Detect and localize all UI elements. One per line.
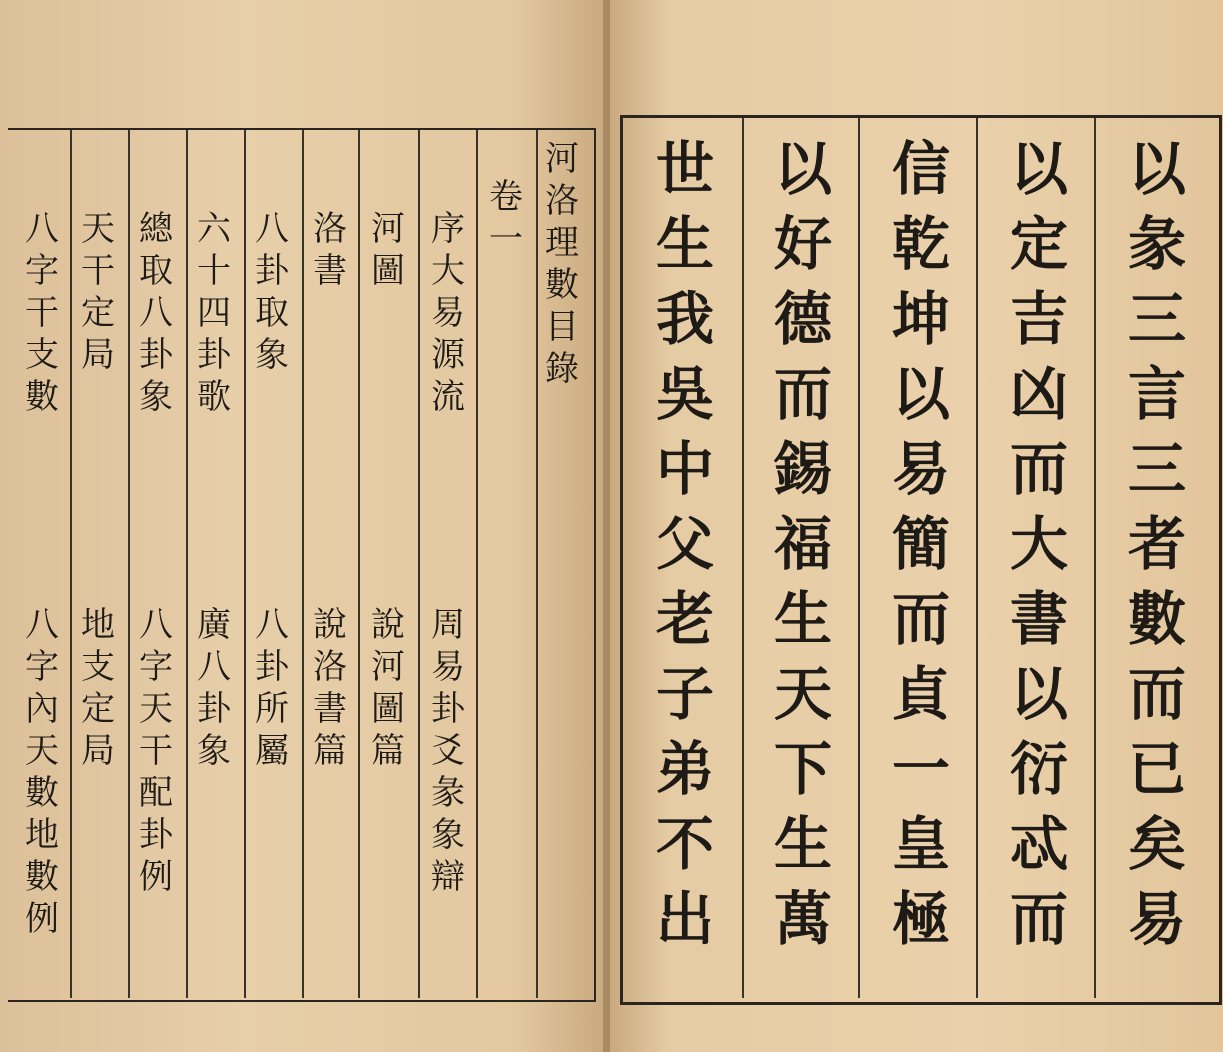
glyph: 出 <box>655 885 714 953</box>
glyph: 而 <box>1009 435 1068 503</box>
glyph: 總 <box>139 209 173 249</box>
column-rule <box>476 130 478 998</box>
glyph: 流 <box>431 377 465 417</box>
glyph: 卷 <box>489 177 523 217</box>
glyph: 數 <box>25 773 59 813</box>
glyph: 坤 <box>891 285 950 353</box>
glyph: 書 <box>1009 585 1068 653</box>
glyph: 書 <box>313 689 347 729</box>
glyph: 卦 <box>255 251 289 291</box>
glyph: 皇 <box>891 810 950 878</box>
glyph: 而 <box>773 360 832 428</box>
glyph: 錄 <box>545 349 579 389</box>
glyph: 一 <box>489 219 523 259</box>
glyph: 數 <box>1127 585 1186 653</box>
glyph: 福 <box>773 510 832 578</box>
left-page <box>0 0 606 1052</box>
glyph: 三 <box>1127 435 1186 503</box>
toc-entry <box>368 209 408 296</box>
glyph: 天 <box>139 689 173 729</box>
glyph: 象 <box>139 377 173 417</box>
glyph: 父 <box>655 510 714 578</box>
glyph: 源 <box>431 335 465 375</box>
column-rule <box>1094 118 1096 998</box>
toc-entry <box>194 209 234 422</box>
toc-entry <box>22 605 62 944</box>
glyph: 周 <box>431 605 465 645</box>
glyph: 生 <box>655 210 714 278</box>
glyph: 子 <box>655 660 714 728</box>
glyph: 八 <box>25 209 59 249</box>
glyph: 忒 <box>1009 810 1068 878</box>
toc-entry <box>194 605 234 776</box>
glyph: 洛 <box>313 647 347 687</box>
glyph: 所 <box>255 689 289 729</box>
toc-entry <box>136 209 176 422</box>
glyph: 錫 <box>773 435 832 503</box>
glyph: 以 <box>1009 660 1068 728</box>
glyph: 六 <box>197 209 231 249</box>
glyph: 貞 <box>891 660 950 728</box>
glyph: 河 <box>545 139 579 179</box>
glyph: 理 <box>545 223 579 263</box>
glyph: 干 <box>25 293 59 333</box>
glyph: 圖 <box>371 689 405 729</box>
glyph: 天 <box>81 209 115 249</box>
glyph: 八 <box>139 293 173 333</box>
glyph: 支 <box>81 647 115 687</box>
glyph: 好 <box>773 210 832 278</box>
toc-entry <box>368 605 408 776</box>
glyph: 生 <box>773 810 832 878</box>
glyph: 河 <box>371 209 405 249</box>
column-rule <box>358 130 360 998</box>
toc-entry <box>428 605 468 902</box>
glyph: 中 <box>655 435 714 503</box>
glyph: 八 <box>255 605 289 645</box>
glyph: 河 <box>371 647 405 687</box>
glyph: 不 <box>655 810 714 878</box>
glyph: 配 <box>139 773 173 813</box>
glyph: 彖 <box>431 773 465 813</box>
column-rule <box>418 130 420 998</box>
glyph: 屬 <box>255 731 289 771</box>
glyph: 八 <box>197 647 231 687</box>
glyph: 辯 <box>431 857 465 897</box>
glyph: 者 <box>1127 510 1186 578</box>
glyph: 地 <box>81 605 115 645</box>
glyph: 卦 <box>197 335 231 375</box>
glyph: 象 <box>197 731 231 771</box>
glyph: 例 <box>25 899 59 939</box>
glyph: 易 <box>431 647 465 687</box>
glyph: 八 <box>139 605 173 645</box>
glyph: 四 <box>197 293 231 333</box>
glyph: 定 <box>81 689 115 729</box>
glyph: 弟 <box>655 735 714 803</box>
glyph: 卦 <box>197 689 231 729</box>
glyph: 爻 <box>431 731 465 771</box>
text-column <box>768 135 838 965</box>
glyph: 下 <box>773 735 832 803</box>
glyph: 字 <box>25 647 59 687</box>
column-rule <box>186 130 188 998</box>
glyph: 吳 <box>655 360 714 428</box>
glyph: 十 <box>197 251 231 291</box>
glyph: 乾 <box>891 210 950 278</box>
glyph: 三 <box>1127 285 1186 353</box>
glyph: 廣 <box>197 605 231 645</box>
glyph: 圖 <box>371 251 405 291</box>
toc-entry <box>428 209 468 422</box>
glyph: 說 <box>313 605 347 645</box>
glyph: 易 <box>431 293 465 333</box>
glyph: 干 <box>139 731 173 771</box>
glyph: 信 <box>891 135 950 203</box>
glyph: 德 <box>773 285 832 353</box>
toc-entry <box>136 605 176 902</box>
glyph: 我 <box>655 285 714 353</box>
column-rule <box>302 130 304 998</box>
glyph: 以 <box>1127 135 1186 203</box>
column-rule <box>128 130 130 998</box>
glyph: 八 <box>255 209 289 249</box>
text-column <box>1004 135 1074 965</box>
glyph: 而 <box>1009 885 1068 953</box>
glyph: 極 <box>891 885 950 953</box>
glyph: 卦 <box>255 647 289 687</box>
glyph: 篇 <box>313 731 347 771</box>
glyph: 目 <box>545 307 579 347</box>
glyph: 吉 <box>1009 285 1068 353</box>
glyph: 篇 <box>371 731 405 771</box>
glyph: 老 <box>655 585 714 653</box>
glyph: 洛 <box>313 209 347 249</box>
glyph: 說 <box>371 605 405 645</box>
volume-label <box>486 177 526 264</box>
glyph: 天 <box>773 660 832 728</box>
glyph: 八 <box>25 605 59 645</box>
text-column <box>650 135 720 965</box>
glyph: 洛 <box>545 181 579 221</box>
glyph: 以 <box>1009 135 1068 203</box>
glyph: 取 <box>139 251 173 291</box>
glyph: 局 <box>81 335 115 375</box>
glyph: 數 <box>545 265 579 305</box>
glyph: 字 <box>25 251 59 291</box>
glyph: 卦 <box>139 335 173 375</box>
text-column <box>1122 135 1192 965</box>
glyph: 歌 <box>197 377 231 417</box>
glyph: 字 <box>139 647 173 687</box>
glyph: 定 <box>1009 210 1068 278</box>
glyph: 凶 <box>1009 360 1068 428</box>
glyph: 而 <box>891 585 950 653</box>
glyph: 定 <box>81 293 115 333</box>
glyph: 象 <box>431 815 465 855</box>
toc-entry <box>310 605 350 776</box>
glyph: 內 <box>25 689 59 729</box>
glyph: 數 <box>25 857 59 897</box>
column-rule <box>742 118 744 998</box>
glyph: 以 <box>891 360 950 428</box>
glyph: 書 <box>313 251 347 291</box>
toc-entry <box>22 209 62 422</box>
glyph: 序 <box>431 209 465 249</box>
glyph: 大 <box>431 251 465 291</box>
glyph: 一 <box>891 735 950 803</box>
toc-entry <box>252 605 292 776</box>
glyph: 支 <box>25 335 59 375</box>
glyph: 卦 <box>139 815 173 855</box>
glyph: 大 <box>1009 510 1068 578</box>
toc-entry <box>310 209 350 296</box>
glyph: 衍 <box>1009 735 1068 803</box>
column-rule <box>536 130 538 998</box>
glyph: 例 <box>139 857 173 897</box>
glyph: 而 <box>1127 660 1186 728</box>
glyph: 干 <box>81 251 115 291</box>
toc-entry <box>252 209 292 380</box>
glyph: 言 <box>1127 360 1186 428</box>
glyph: 彖 <box>1127 210 1186 278</box>
toc-title <box>542 139 582 394</box>
glyph: 數 <box>25 377 59 417</box>
glyph: 象 <box>255 335 289 375</box>
glyph: 已 <box>1127 735 1186 803</box>
toc-entry <box>78 605 118 776</box>
glyph: 以 <box>773 135 832 203</box>
glyph: 卦 <box>431 689 465 729</box>
glyph: 局 <box>81 731 115 771</box>
glyph: 取 <box>255 293 289 333</box>
toc-entry <box>78 209 118 380</box>
glyph: 天 <box>25 731 59 771</box>
column-rule <box>976 118 978 998</box>
glyph: 世 <box>655 135 714 203</box>
glyph: 易 <box>1127 885 1186 953</box>
text-column <box>886 135 956 965</box>
glyph: 生 <box>773 585 832 653</box>
column-rule <box>858 118 860 998</box>
glyph: 易 <box>891 435 950 503</box>
glyph: 萬 <box>773 885 832 953</box>
glyph: 簡 <box>891 510 950 578</box>
column-rule <box>70 130 72 998</box>
glyph: 地 <box>25 815 59 855</box>
glyph: 矣 <box>1127 810 1186 878</box>
column-rule <box>244 130 246 998</box>
